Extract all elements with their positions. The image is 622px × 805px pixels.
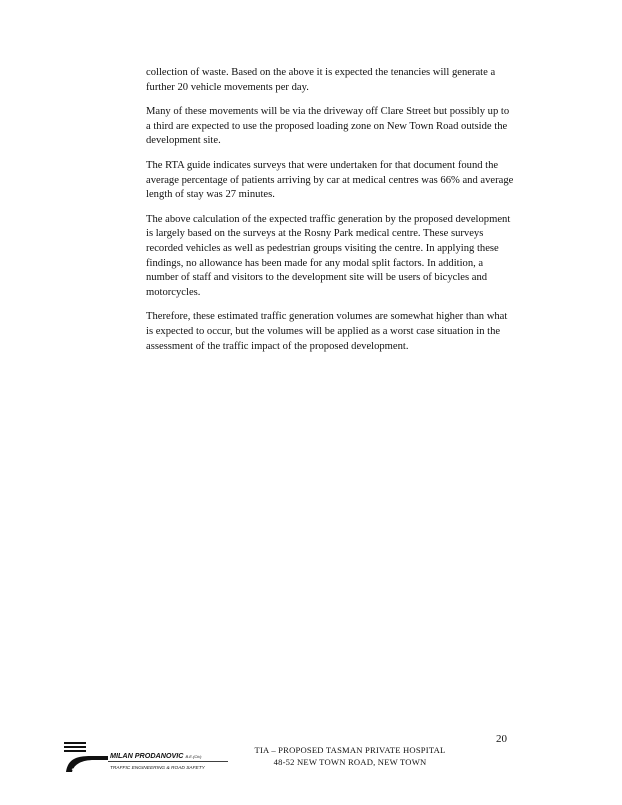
paragraph-conclusion: Therefore, these estimated traffic generation volumes are somewhat higher than what is expected to occur, but the volumes will be applied as a worst case situation in the assessment of the traffic impact of the proposed development.	[146, 311, 508, 352]
logo-company-name: MILAN PRODANOVIC B.E.(Civ)	[110, 751, 202, 760]
paragraph-driveway: Many of these movements will be via the driveway off Clare Street but possibly up to a third are expected to use the proposed loading zone on New Town Road outside the development site.	[146, 106, 510, 147]
paragraph-rta-guide: The RTA guide indicates surveys that were undertaken for that document found the average percentage of patients arriving by car at medical centres was 66% and average length of stay was 27 minutes.	[146, 159, 514, 201]
company-logo	[64, 738, 234, 774]
logo-stripe	[64, 742, 86, 744]
logo-tagline: TRAFFIC ENGINEERING & ROAD SAFETY	[110, 766, 205, 771]
logo-rule	[108, 761, 228, 762]
document-body	[146, 66, 516, 364]
footer-line-address: 48-52 NEW TOWN ROAD, NEW TOWN	[273, 756, 427, 767]
footer-document-title	[240, 745, 460, 768]
page-number: 20	[496, 733, 507, 745]
paragraph-calculation: The above calculation of the expected traffic generation by the proposed development is largely based on the surveys at the Rosny Park medical centre. These surveys recorded vehicles as well as pedestrian groups visiting the centre. In applying these findings, no allowance has been made for any modal split factors. In addition, a number of staff and visitors to the development site will be users of bicycles and motorcycles.	[146, 213, 511, 298]
paragraph-waste: collection of waste. Based on the above it is expected the tenancies will generate a further 20 vehicle movements per day.	[146, 67, 496, 93]
footer-line-project: TIA – PROPOSED TASMAN PRIVATE HOSPITAL	[254, 745, 446, 755]
logo-stripe	[64, 746, 86, 748]
logo-stripe	[64, 750, 86, 752]
